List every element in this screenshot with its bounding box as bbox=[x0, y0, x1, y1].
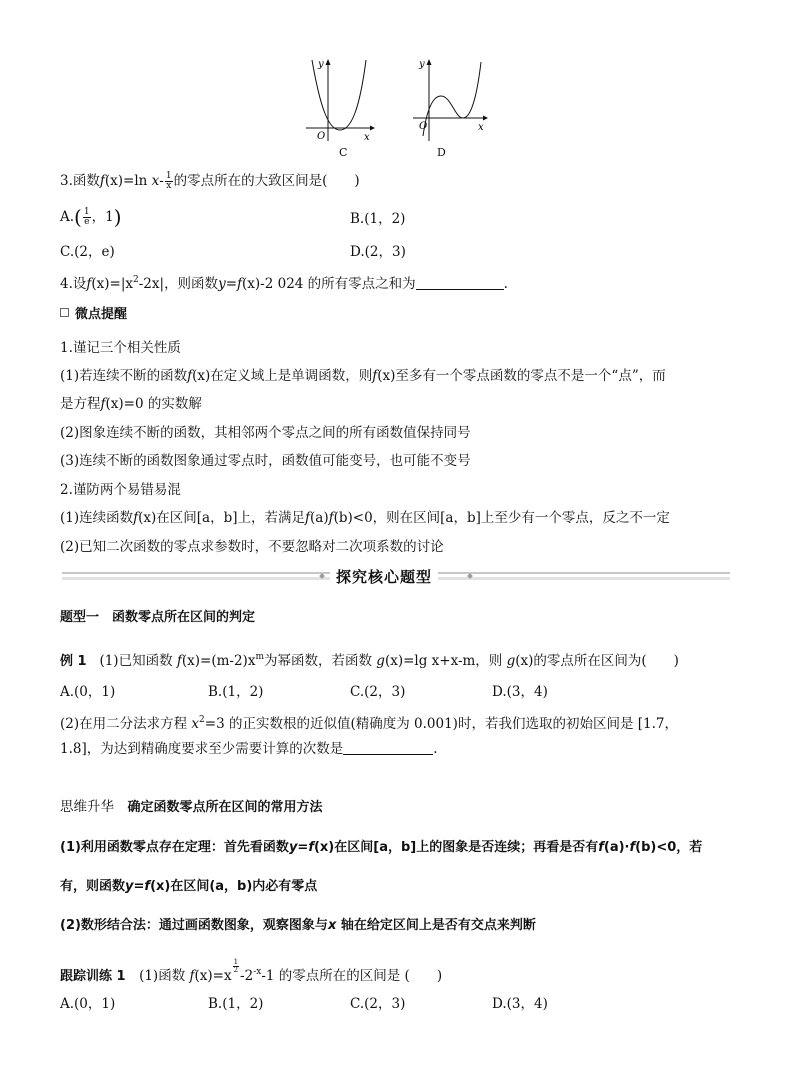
track1-option-a[interactable]: A.(0，1) bbox=[60, 996, 116, 1012]
q3-option-a[interactable]: A.( $\frac{1}{e}$ ，1) bbox=[60, 205, 122, 229]
tips-header: 微点提醒 bbox=[60, 305, 127, 324]
track1-option-b[interactable]: B.(1，2) bbox=[208, 996, 264, 1012]
graph-d-cubic bbox=[423, 62, 481, 136]
tips-1b: (2)图象连续不断的函数，其相邻两个零点之间的所有函数值保持同号 bbox=[60, 425, 471, 441]
q3-fraction: $\frac{1}{x}$ bbox=[165, 171, 172, 191]
graph-c-parabola bbox=[312, 60, 366, 130]
ex1-option-c[interactable]: C.(2，3) bbox=[350, 684, 406, 700]
q3-option-c[interactable]: C.(2，e) bbox=[60, 244, 115, 260]
graph-d-y-arrow bbox=[427, 59, 432, 65]
q4-answer-blank[interactable] bbox=[416, 275, 504, 290]
ex1-option-d[interactable]: D.(3，4) bbox=[492, 684, 548, 700]
q3-option-d[interactable]: D.(2，3) bbox=[350, 244, 406, 260]
question-4: 4.设$f(x)=|x^2-2x|$，则函数y=f(x)-2 024 的所有零点之和为 . bbox=[60, 275, 508, 292]
graph-d bbox=[405, 56, 495, 156]
square-icon bbox=[60, 308, 69, 317]
question-3: 3.函数f(x)=ln x- $\frac{1}{x}$ 的零点所在的大致区间是( ) bbox=[60, 171, 360, 191]
tips-1: 1.谨记三个相关性质 bbox=[60, 340, 181, 356]
ex1-option-a[interactable]: A.(0，1) bbox=[60, 684, 116, 700]
method-2: (2)数形结合法：通过画函数图象，观察图象与x 轴在给定区间上是否有交点来判断 bbox=[60, 918, 536, 933]
graph-d-caption: D bbox=[437, 146, 446, 159]
graph-d-origin: O bbox=[419, 121, 428, 132]
graph-d-x-label: x bbox=[478, 122, 484, 133]
section-title: 探究核心题型 bbox=[330, 566, 438, 587]
tips-1a-cont: 是方程f(x)=0 的实数解 bbox=[60, 396, 202, 412]
example-1-part-2: (2)在用二分法求方程 $x^2=3$ 的正实数根的近似值(精确度为 0.001)时，若我们选取的初始区间是 [1.7， bbox=[60, 715, 678, 732]
tips-1c: (3)连续不断的函数图象通过零点时，函数值可能变号，也可能不变号 bbox=[60, 453, 471, 469]
track1-option-c[interactable]: C.(2，3) bbox=[350, 996, 406, 1012]
graph-c-origin: O bbox=[317, 131, 326, 142]
method-heading: 思维升华 确定函数零点所在区间的常用方法 bbox=[60, 799, 323, 815]
example-1-part-1: 例 1 (1)已知函数 $f(x)=(m-2)x^m$为幂函数，若函数 g(x)=lg x+x-m，则 g(x)的零点所在区间为( ) bbox=[60, 652, 679, 669]
q3-option-b[interactable]: B.(1，2) bbox=[350, 211, 406, 227]
ex1-option-b[interactable]: B.(1，2) bbox=[208, 684, 264, 700]
graph-c-y-label: y bbox=[318, 59, 324, 70]
example-1-part-2-cont: 1.8]，为达到精确度要求至少需要计算的次数是 . bbox=[60, 741, 438, 757]
graph-c-x-label: x bbox=[364, 132, 370, 143]
graph-c-x-arrow bbox=[370, 126, 375, 131]
method-1: (1)利用函数零点存在定理：首先看函数y=f(x)在区间[a，b]上的图象是否连续；再看是否有f(a)·f(b)<0，若 bbox=[60, 840, 703, 855]
track1-option-d[interactable]: D.(3，4) bbox=[492, 996, 548, 1012]
type-1-title: 题型一 函数零点所在区间的判定 bbox=[60, 610, 256, 625]
graph-c-y-arrow bbox=[326, 59, 331, 65]
graph-d-x-arrow bbox=[483, 116, 488, 121]
graph-c-caption: C bbox=[339, 146, 348, 159]
graph-d-y-label: y bbox=[419, 59, 425, 70]
tips-2: 2.谨防两个易错易混 bbox=[60, 482, 181, 498]
ex1-answer-blank[interactable] bbox=[343, 740, 433, 755]
graph-c bbox=[300, 56, 380, 156]
tips-2a: (1)连续函数f(x)在区间[a，b]上，若满足f(a)f(b)<0，则在区间[a，b]上至少有一个零点，反之不一定 bbox=[60, 510, 670, 526]
tracking-exercise-1: 跟踪训练 1 (1)函数 f(x)=x $\frac{1}{2}$ $-2^{-x}-1$ 的零点所在的区间是 ( ) bbox=[60, 958, 443, 984]
tips-1a: (1)若连续不断的函数f(x)在定义域上是单调函数，则f(x)至多有一个零点函数的零点不是一个“点”，而 bbox=[60, 368, 666, 384]
method-1-cont: 有，则函数y=f(x)在区间(a，b)内必有零点 bbox=[60, 879, 318, 894]
tips-2b: (2)已知二次函数的零点求参数时，不要忽略对二次项系数的讨论 bbox=[60, 539, 444, 555]
